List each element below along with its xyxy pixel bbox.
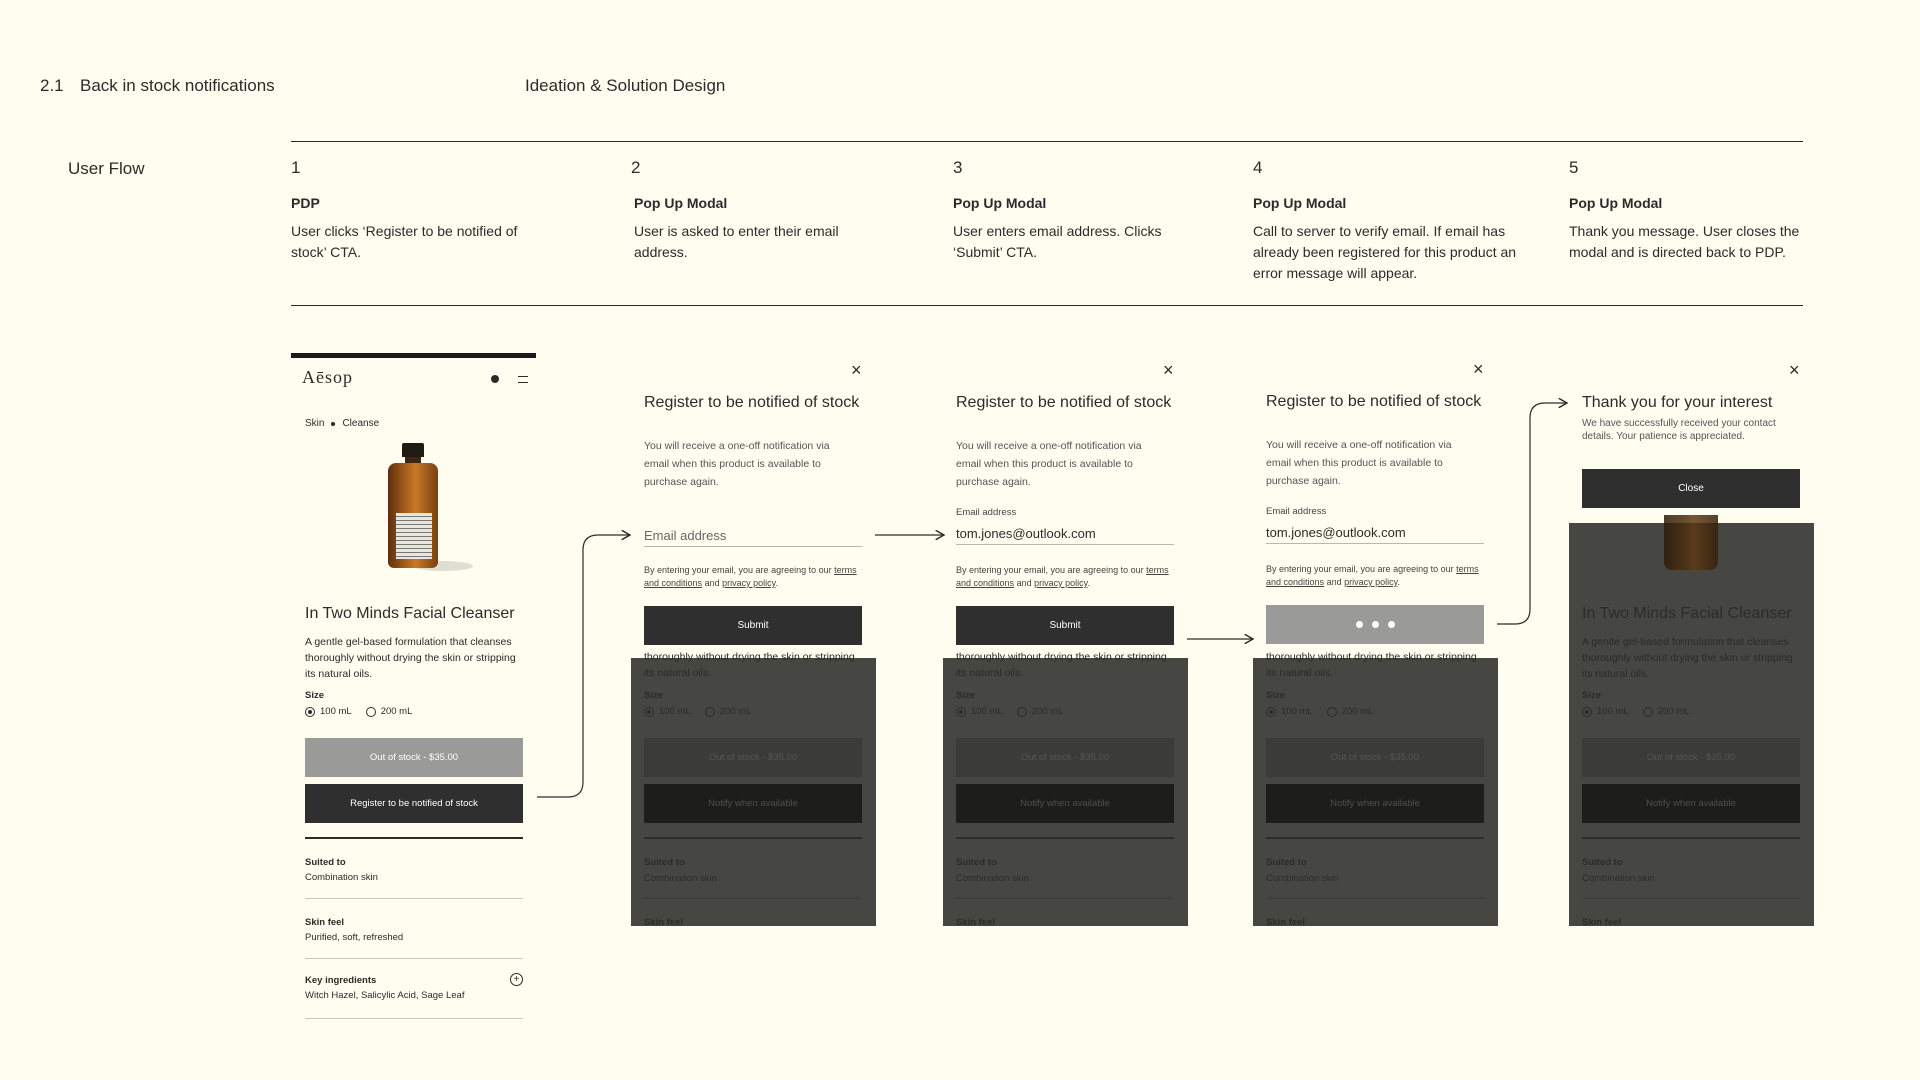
email-field-label: Email address (956, 507, 1017, 518)
section-title: Back in stock notifications (80, 76, 275, 95)
overlay-size-label: Size (1266, 690, 1286, 701)
step-number: 1 (291, 158, 301, 177)
overlay-product-name: In Two Minds Facial Cleanser (1582, 605, 1792, 622)
legal-suffix: . (1397, 577, 1400, 587)
legal-prefix: By entering your email, you are agreeing to our (644, 565, 832, 575)
legal-prefix: By entering your email, you are agreeing to our (1266, 564, 1454, 574)
overlay-text: thoroughly without drying the skin or stripping (644, 651, 855, 663)
thanks-body: We have successfully received your contact details. Your patience is appreciated. (1582, 418, 1776, 442)
email-input[interactable]: tom.jones@outlook.com (1266, 525, 1484, 544)
overlay-text: its natural oils. (1266, 667, 1334, 679)
overlay-notify-button: Notify when available (1266, 784, 1484, 823)
overlay-size-label: Size (1582, 690, 1602, 701)
attribute-title: Suited to (1266, 857, 1307, 868)
step-title: Pop Up Modal (1253, 195, 1347, 211)
step-description: User clicks ‘Register to be notified of stock’ CTA. (291, 223, 518, 260)
submit-button[interactable]: Submit (644, 606, 862, 645)
overlay-text: its natural oils. (644, 667, 712, 679)
overlay-out-of-stock-button: Out of stock - $35.00 (956, 738, 1174, 777)
breadcrumb-cleanse[interactable]: Cleanse (342, 418, 380, 429)
attribute-title: Skin feel (1266, 917, 1306, 928)
section-number: 2.1 (40, 76, 64, 95)
attribute-title: Skin feel (956, 917, 996, 928)
attribute-value: Combination skin (1266, 873, 1339, 884)
terms-link[interactable]: terms and conditions (1266, 564, 1479, 587)
step-description: User enters email address. Clicks ‘Submit’ CTA. (953, 223, 1162, 260)
modal-title: Register to be notified of stock (956, 394, 1172, 411)
product-name: In Two Minds Facial Cleanser (305, 605, 515, 622)
attribute-title: Skin feel (644, 917, 684, 928)
terms-link[interactable]: terms and conditions (956, 565, 1169, 588)
user-flow-label: User Flow (68, 159, 145, 178)
attribute-title: Suited to (305, 857, 346, 868)
modal-body: You will receive a one-off notification via email when this product is available to purchase again. (644, 440, 830, 488)
attribute-value: Purified, soft, refreshed (305, 932, 404, 943)
attribute-title: Suited to (644, 857, 685, 868)
email-input[interactable]: Email address (644, 528, 862, 547)
overlay-out-of-stock-button: Out of stock - $35.00 (1582, 738, 1800, 777)
size-option-label: 100 mL (659, 706, 691, 717)
out-of-stock-button: Out of stock - $35.00 (305, 738, 523, 777)
size-label: Size (305, 690, 325, 701)
overlay-text: thoroughly without drying the skin or stripping (1266, 651, 1477, 663)
overlay-size-label: Size (956, 690, 976, 701)
overlay-notify-button: Notify when available (644, 784, 862, 823)
register-notify-button[interactable]: Register to be notified of stock (305, 784, 523, 823)
attribute-value: Combination skin (1582, 873, 1655, 884)
attribute-title: Skin feel (1582, 917, 1622, 928)
step-title: PDP (291, 195, 320, 211)
modal-title: Register to be notified of stock (644, 394, 860, 411)
close-button[interactable]: Close (1582, 469, 1800, 508)
attribute-title: Suited to (956, 857, 997, 868)
size-option-label: 200 mL (1031, 706, 1064, 717)
arrow-4-to-5 (1497, 403, 1567, 624)
attribute-title: Skin feel (305, 917, 345, 928)
legal-prefix: By entering your email, you are agreeing to our (956, 565, 1144, 575)
modal-body: You will receive a one-off notification via email when this product is available to purchase again. (1266, 439, 1452, 487)
close-icon[interactable]: × (851, 360, 862, 380)
step-number: 5 (1569, 158, 1579, 177)
privacy-link[interactable]: privacy policy (722, 578, 776, 588)
size-option-label: 100 mL (1281, 706, 1313, 717)
terms-link[interactable]: terms and conditions (644, 565, 857, 588)
email-input[interactable]: tom.jones@outlook.com (956, 526, 1174, 545)
step-title: Pop Up Modal (953, 195, 1047, 211)
legal-and: and (1016, 578, 1032, 588)
attribute-value: Combination skin (644, 873, 717, 884)
size-option-label: 100 mL (1597, 706, 1629, 717)
overlay-out-of-stock-button: Out of stock - $35.00 (644, 738, 862, 777)
arrow-1-to-2 (537, 535, 630, 797)
size-option-label: 100 mL (320, 706, 352, 717)
privacy-link[interactable]: privacy policy (1034, 578, 1088, 588)
step-description: Thank you message. User closes the modal and is directed back to PDP. (1569, 223, 1800, 260)
submit-button[interactable]: Submit (956, 606, 1174, 645)
step-number: 3 (953, 158, 963, 177)
breadcrumb-skin[interactable]: Skin (305, 418, 325, 429)
modal-title: Register to be notified of stock (1266, 393, 1482, 410)
overlay-text: thoroughly without drying the skin or stripping (956, 651, 1167, 663)
aesop-logo[interactable]: Aēsop (302, 367, 353, 387)
legal-and: and (704, 578, 720, 588)
overlay-product-description: A gentle gel-based formulation that cleanses thoroughly without drying the skin or stripping its natural oils. (1582, 636, 1793, 680)
close-icon[interactable]: × (1163, 360, 1174, 380)
size-option-label: 200 mL (719, 706, 752, 717)
step-number: 2 (631, 158, 641, 177)
product-description: A gentle gel-based formulation that cleanses thoroughly without drying the skin or stripping its natural oils. (305, 636, 516, 680)
step-number: 4 (1253, 158, 1263, 177)
section-subtitle: Ideation & Solution Design (525, 76, 726, 95)
size-option-label: 200 mL (1657, 706, 1690, 717)
privacy-link[interactable]: privacy policy (1344, 577, 1398, 587)
thanks-title: Thank you for your interest (1582, 394, 1773, 411)
legal-suffix: . (1087, 578, 1090, 588)
step-title: Pop Up Modal (634, 195, 728, 211)
legal-suffix: . (775, 578, 778, 588)
overlay-size-label: Size (644, 690, 664, 701)
email-field-label: Email address (1266, 506, 1327, 517)
attribute-title: Key ingredients (305, 975, 377, 986)
close-icon[interactable]: × (1789, 360, 1800, 380)
modal-body: You will receive a one-off notification via email when this product is available to purchase again. (956, 440, 1142, 488)
size-option-label: 200 mL (1341, 706, 1374, 717)
step-title: Pop Up Modal (1569, 195, 1663, 211)
size-option-label: 100 mL (971, 706, 1003, 717)
attribute-value: Combination skin (305, 872, 378, 883)
expand-plus-icon[interactable]: + (510, 973, 523, 986)
attribute-title: Suited to (1582, 857, 1623, 868)
overlay-text: its natural oils. (956, 667, 1024, 679)
overlay-out-of-stock-button: Out of stock - $35.00 (1266, 738, 1484, 777)
attribute-value: Witch Hazel, Salicylic Acid, Sage Leaf (305, 990, 465, 1001)
size-option-label: 200 mL (380, 706, 413, 717)
attribute-value: Combination skin (956, 873, 1029, 884)
overlay-notify-button: Notify when available (1582, 784, 1800, 823)
legal-and: and (1326, 577, 1342, 587)
overlay-notify-button: Notify when available (956, 784, 1174, 823)
step-description: Call to server to verify email. If email has already been registered for this product an error message will appear. (1253, 223, 1517, 281)
step-description: User is asked to enter their email address. (634, 223, 839, 260)
close-icon[interactable]: × (1473, 359, 1484, 379)
